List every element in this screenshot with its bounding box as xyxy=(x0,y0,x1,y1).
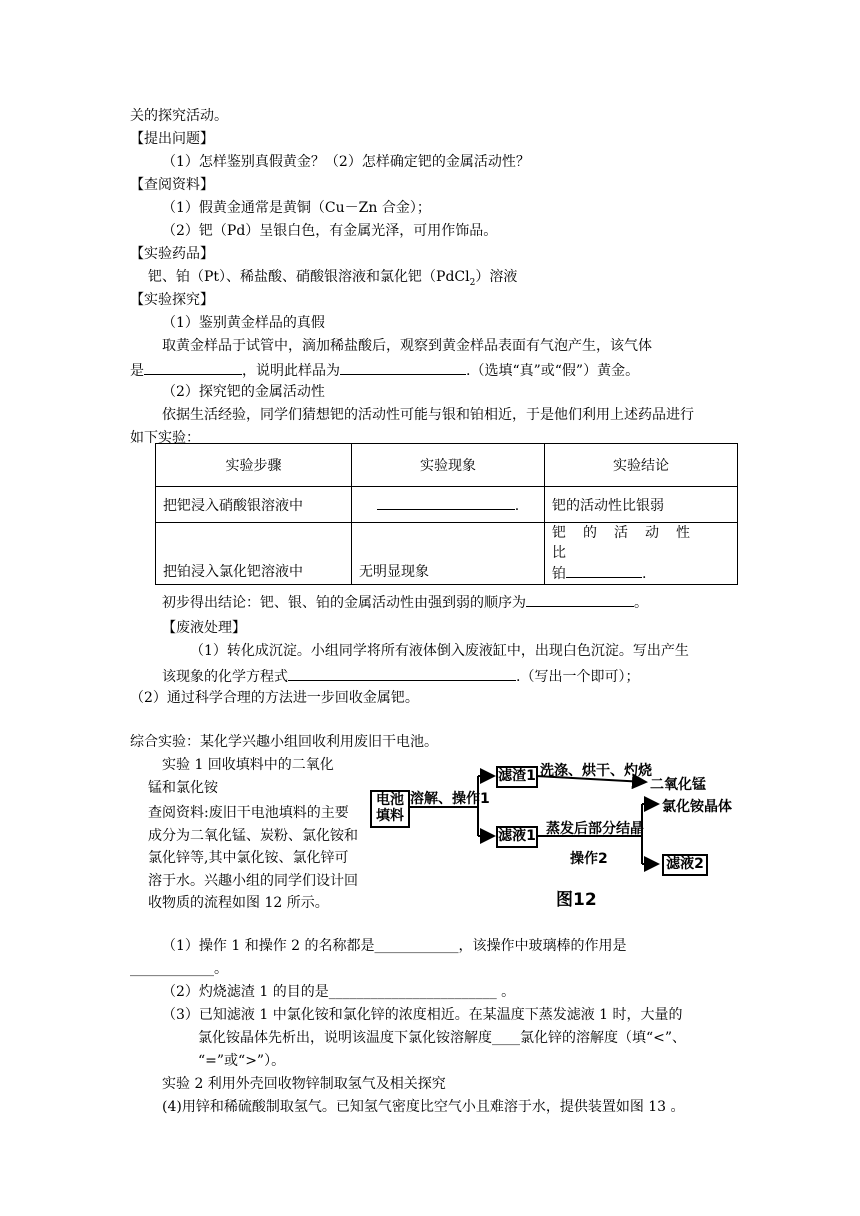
figure-caption: 图12 xyxy=(556,890,597,910)
order-blank[interactable] xyxy=(526,592,634,607)
explore-2-text: 依据生活经验，同学们猜想钯的活动性可能与银和铂相近，于是他们利用上述药品进行 xyxy=(162,407,694,423)
heading-drugs: 【实验药品】 xyxy=(130,246,214,262)
mno2-label: 二氧化锰 xyxy=(650,777,706,793)
reference-2: （2）钯（Pd）呈银白色，有金属光泽，可用作饰品。 xyxy=(162,223,498,239)
battery-filler-box: 电池 填料 xyxy=(370,790,410,828)
heading-reference: 【查阅资料】 xyxy=(130,177,214,193)
question-text: （1）怎样鉴别真假黄金？（2）怎样确定钯的金属活动性？ xyxy=(162,154,530,170)
waste-1-text: 该现象的化学方程式 .（写出一个即可）； xyxy=(162,666,639,686)
residue-step-label: 洗涤、烘干、灼烧 xyxy=(540,763,652,779)
explore-1-text: 取黄金样品于试管中，滴加稀盐酸后，观察到黄金样品表面有气泡产生，该气体 xyxy=(162,338,652,354)
filtrate-step-label: 蒸发后部分结晶 xyxy=(546,821,644,837)
experiment-1-paragraph: 查阅资料:废旧干电池填料的主要成分为二氧化锰、炭粉、氯化铵和氯化锌等,其中氯化铵、氯化锌可溶于水。兴趣小组的同学们设计回收物质的流程如图 12 所示。 xyxy=(148,805,358,911)
question-1: （1）操作 1 和操作 2 的名称都是____________，该操作中玻璃棒的作用是 xyxy=(162,938,627,954)
question-3-cont: 氯化铵晶体先析出，说明该温度下氯化铵溶解度____氯化锌的溶解度（填“<”、 xyxy=(198,1030,687,1046)
sample-blank[interactable] xyxy=(340,360,466,375)
question-3-cont-2: “=”或“>”）。 xyxy=(198,1053,286,1069)
question-3: （3）已知滤液 1 中氯化铵和氯化锌的浓度相近。在某温度下蒸发滤液 1 时，大量的 xyxy=(162,1007,683,1023)
conclusion-text: 初步得出结论：钯、银、铂的金属活动性由强到弱的顺序为 。 xyxy=(162,592,648,612)
table-cell: 把铂浸入氯化钯溶液中 xyxy=(156,523,352,585)
reference-1: （1）假黄金通常是黄铜（Cu－Zn 合金）； xyxy=(162,200,431,216)
table-cell: 把钯浸入硝酸银溶液中 xyxy=(156,487,352,523)
comprehensive-title: 综合实验：某化学兴趣小组回收利用废旧干电池。 xyxy=(130,734,438,750)
waste-1: （1）转化成沉淀。小组同学将所有液体倒入废液缸中，出现白色沉淀。写出产生 xyxy=(190,643,689,659)
heading-waste: 【废液处理】 xyxy=(162,620,246,636)
explore-2-text-2: 如下实验： xyxy=(130,430,200,446)
equation-blank[interactable] xyxy=(288,666,516,681)
table-cell: 钯的活动性比银弱 xyxy=(545,487,738,523)
conclusion-blank[interactable] xyxy=(566,563,642,578)
experiment-2-title: 实验 2 利用外壳回收物锌制取氢气及相关探究 xyxy=(162,1076,446,1092)
operation-2-label: 操作2 xyxy=(570,851,608,867)
experiment-table xyxy=(155,443,738,585)
table-cell: 钯的活动性比 铂 . xyxy=(545,523,738,585)
intro-text: 关的探究活动。 xyxy=(130,108,228,124)
filtrate-2-box: 滤液2 xyxy=(662,854,708,876)
question-1-cont: ____________。 xyxy=(130,961,228,977)
explore-1-text-2: 是 ，说明此样品为 .（选填“真”或“假”）黄金。 xyxy=(130,360,639,380)
waste-2: （2）通过科学合理的方法进一步回收金属钯。 xyxy=(130,690,419,706)
heading-question: 【提出问题】 xyxy=(130,131,214,147)
filtrate-1-box: 滤液1 xyxy=(496,826,538,848)
residue-1-box: 滤渣1 xyxy=(496,766,538,788)
experiment-1-title-2: 锰和氯化铵 xyxy=(148,780,218,796)
operation-1-label: 溶解、操作1 xyxy=(410,791,490,807)
table-header: 实验结论 xyxy=(545,444,738,487)
ammonium-chloride-label: 氯化铵晶体 xyxy=(662,799,732,815)
experiment-1-title: 实验 1 回收填料中的二氧化 xyxy=(162,757,334,773)
table-header: 实验现象 xyxy=(352,444,545,487)
gas-blank[interactable] xyxy=(144,360,242,375)
table-cell: . xyxy=(352,487,545,523)
drugs-text: 钯、铂（Pt）、稀盐酸、硝酸银溶液和氯化钯（PdCl$_2$）溶液 xyxy=(148,269,518,288)
question-4: (4)用锌和稀硫酸制取氢气。已知氢气密度比空气小且难溶于水，提供装置如图 13 。 xyxy=(162,1099,685,1115)
question-2: （2）灼烧滤渣 1 的目的是________________________ 。 xyxy=(162,984,516,1000)
table-cell: 无明显现象 xyxy=(352,523,545,585)
explore-1: （1）鉴别黄金样品的真假 xyxy=(162,315,325,331)
explore-2: （2）探究钯的金属活动性 xyxy=(162,384,325,400)
table-header: 实验步骤 xyxy=(156,444,352,487)
phenomenon-blank[interactable] xyxy=(377,495,515,510)
heading-explore: 【实验探究】 xyxy=(130,292,214,308)
flowchart-figure-12 xyxy=(370,752,732,912)
